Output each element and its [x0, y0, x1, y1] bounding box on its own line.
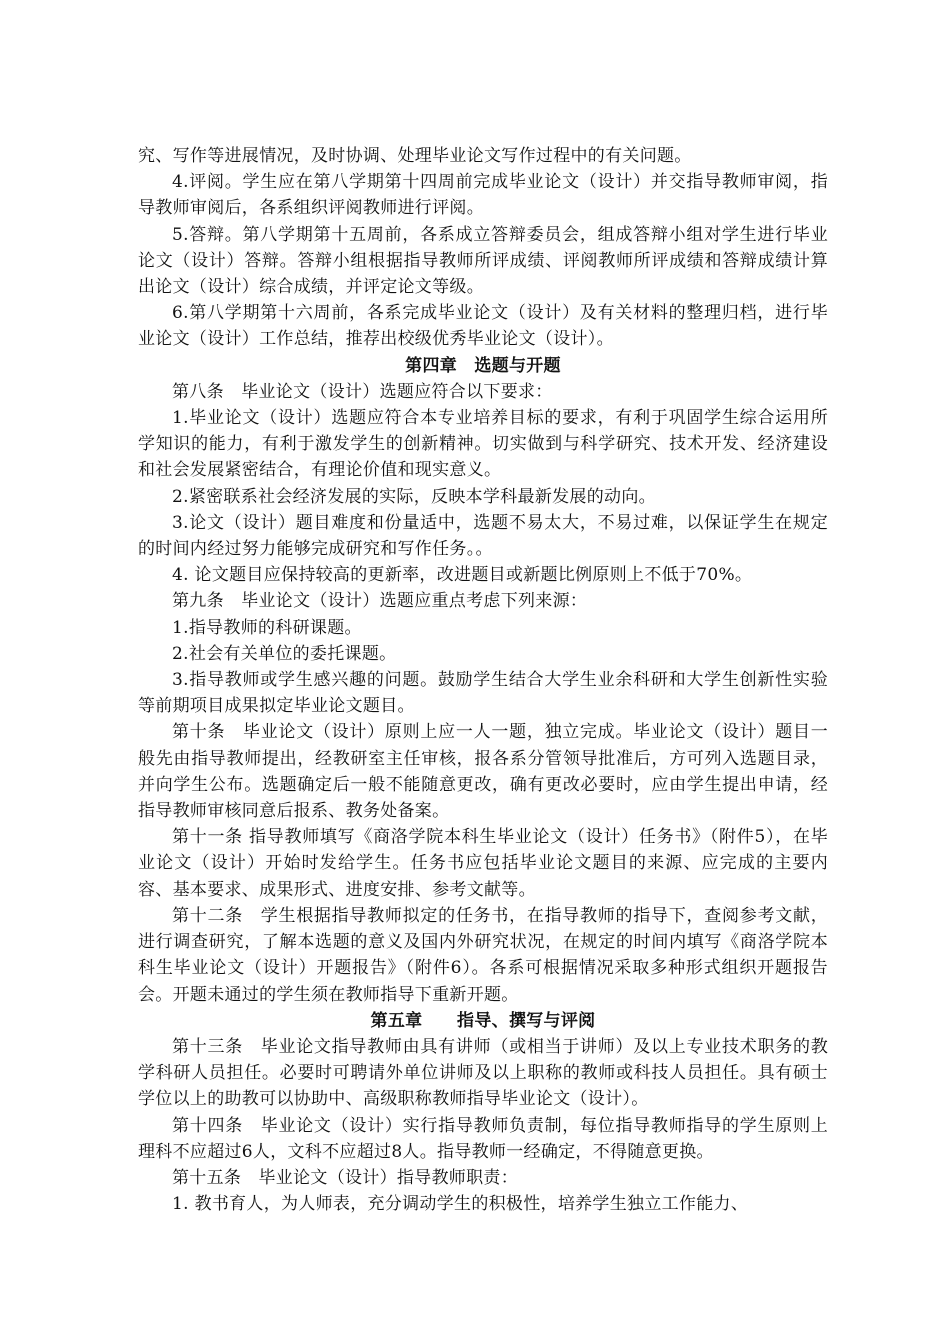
paragraph: 第九条 毕业论文（设计）选题应重点考虑下列来源： — [172, 591, 588, 612]
paragraph: 4.评阅。学生应在第八学期第十四周前完成毕业论文（设计）并交指导教师审阅，指导教师审阅后，各系组织评阅教师进行评阅。 — [138, 172, 828, 219]
chapter-heading: 第四章 选题与开题 — [405, 355, 561, 376]
paragraph: 第十三条 毕业论文指导教师由具有讲师（或相当于讲师）及以上专业技术职务的教学科研人员担任。必要时可聘请外单位讲师及以上职称的教师或科技人员担任。具有硕士学位以上的助教可以协助中、高级职称教师指导毕业论文（设计）。 — [138, 1036, 828, 1110]
paragraph: 究、写作等进展情况，及时协调、处理毕业论文写作过程中的有关问题。 — [138, 146, 692, 166]
paragraph: 第八条 毕业论文（设计）选题应符合以下要求： — [172, 381, 553, 402]
paragraph: 第十五条 毕业论文（设计）指导教师职责： — [172, 1167, 518, 1188]
paragraph: 1. 教书育人，为人师表，充分调动学生的积极性，培养学生独立工作能力、 — [172, 1194, 749, 1215]
document-page — [138, 143, 828, 1217]
paragraph: 第十四条 毕业论文（设计）实行指导教师负责制，每位指导教师指导的学生原则上理科不应超过6人，文科不应超过8人。指导教师一经确定，不得随意更换。 — [138, 1115, 828, 1162]
paragraph: 第十条 毕业论文（设计）原则上应一人一题，独立完成。毕业论文（设计）题目一般先由指导教师提出，经教研室主任审核，报各系分管领导批准后，方可列入选题目录，并向学生公布。选题确定后一般不能随意更改，确有更改必要时，应由学生提出申请，经指导教师审核同意后报系、教务处备案。 — [138, 722, 828, 822]
paragraph: 5.答辩。第八学期第十五周前，各系成立答辩委员会，组成答辩小组对学生进行毕业论文（设计）答辩。答辩小组根据指导教师所评成绩、评阅教师所评成绩和答辩成绩计算出论文（设计）综合成绩，并评定论文等级。 — [138, 224, 828, 298]
paragraph: 2.紧密联系社会经济发展的实际，反映本学科最新发展的动向。 — [172, 486, 656, 507]
paragraph: 2.社会有关单位的委托课题。 — [172, 643, 397, 664]
paragraph: 1.指导教师的科研课题。 — [172, 617, 362, 638]
chapter-heading: 第五章 指导、撰写与评阅 — [370, 1010, 596, 1031]
paragraph: 第十二条 学生根据指导教师拟定的任务书，在指导教师的指导下，查阅参考文献，进行调查研究，了解本选题的意义及国内外研究状况，在规定的时间内填写《商洛学院本科生毕业论文（设计）开题报告》（附件6）。各系可根据情况采取多种形式组织开题报告会。开题未通过的学生须在教师指导下重新开题。 — [138, 905, 828, 1005]
paragraph: 6.第八学期第十六周前，各系完成毕业论文（设计）及有关材料的整理归档，进行毕业论文（设计）工作总结，推荐出校级优秀毕业论文（设计）。 — [138, 303, 828, 350]
paragraph: 1.毕业论文（设计）选题应符合本专业培养目标的要求，有利于巩固学生综合运用所学知识的能力，有利于激发学生的创新精神。切实做到与科学研究、技术开发、经济建设和社会发展紧密结合，有理论价值和现实意义。 — [138, 408, 828, 481]
paragraph: 4. 论文题目应保持较高的更新率，改进题目或新题比例原则上不低于70%。 — [172, 565, 753, 586]
paragraph: 3.指导教师或学生感兴趣的问题。鼓励学生结合大学生业余科研和大学生创新性实验等前期项目成果拟定毕业论文题目。 — [138, 670, 828, 717]
paragraph: 3.论文（设计）题目难度和份量适中，选题不易太大，不易过难，以保证学生在规定的时间内经过努力能够完成研究和写作任务。。 — [138, 512, 828, 560]
paragraph: 第十一条 指导教师填写《商洛学院本科生毕业论文（设计）任务书》（附件5），在毕业论文（设计）开始时发给学生。任务书应包括毕业论文题目的来源、应完成的主要内容、基本要求、成果形式、进度安排、参考文献等。 — [138, 827, 828, 900]
